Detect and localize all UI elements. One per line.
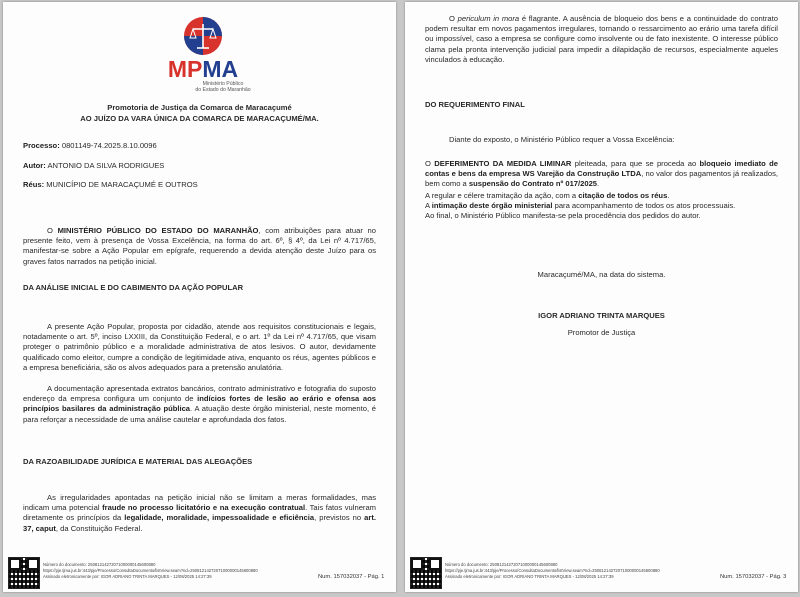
footer-doc-number: Número do documento: 25081214272071000000145600880 (445, 562, 558, 567)
autor-value: ANTONIO DA SILVA RODRIGUES (47, 161, 165, 170)
autor-line (23, 161, 376, 171)
request-lead: Diante do exposto, o Ministério Público requer a Vossa Excelência: (449, 135, 675, 144)
r3-text-c: para acompanhamento de todos os atos processuais. (554, 201, 736, 210)
periculum-paragraph (425, 14, 778, 65)
header-promotoria: Promotoria de Justiça da Comarca de Maracaçumé (107, 103, 292, 112)
logo-text: MPMA (167, 56, 239, 82)
r2-text-a: A regular e célere tramitação da ação, com a (425, 191, 577, 200)
processo-label: Processo: (23, 141, 60, 150)
signer-role: Promotor de Justiça (567, 328, 636, 337)
para3-text-e: , previstos no (314, 513, 362, 523)
footer-link[interactable]: https://pje.tjma.jus.br:443/pje/Processo/ConsultaDocumento/listView.seam?nd=25081214272071000000145600880 (43, 568, 258, 573)
r1-text-e: , no valor dos pagamentos já realizados, bem como a (425, 169, 778, 189)
reus-value: MUNICÍPIO DE MARACAÇUMÉ E OUTROS (46, 180, 198, 189)
paragraph-1: A presente Ação Popular, proposta por cidadão, atende aos requisitos constitucionais e legais, notadamente o art. 5º, inciso LXXIII, da Constituição Federal, e o art. 1º da Lei nº 4.717/65, que visam proteger o patrimônio público e a moralidade administrativa de atos lesivos. O autor, devidamente qualificado como eleitor, cumpre a condição de legitimidade ativa, enquanto os réus, agentes públicos e a empresa beneficiária, são os alvos adequados para a pretensão anulatória. (23, 322, 376, 372)
footer-signed-by: Assinado eletronicamente por: IGOR ADRIANO TRINTA MARQUES - 12/08/2025 14:27:39 (43, 574, 212, 579)
page-number: Num. 157032037 - Pág. 3 (720, 574, 787, 580)
intro-entity: MINISTÉRIO PÚBLICO DO ESTADO DO MARANHÃO (57, 226, 259, 235)
mpma-logo (153, 14, 253, 104)
r2-bold: citação de todos os réus (578, 191, 668, 200)
section-title-1: DA ANÁLISE INICIAL E DO CABIMENTO DA AÇÃO POPULAR (23, 283, 244, 292)
footer-signed-by: Assinado eletronicamente por: IGOR ADRIANO TRINTA MARQUES - 12/08/2025 14:27:39 (445, 574, 614, 579)
r3-text-a: A (425, 201, 430, 210)
para3-bold-f: art. 37, caput (23, 513, 376, 533)
r1-bold-b: DEFERIMENTO DA MEDIDA LIMINAR (434, 159, 572, 168)
signer-name: IGOR ADRIANO TRINTA MARQUES (538, 311, 665, 320)
para3-bold-b: fraude no processo licitatório e na execução contratual (102, 503, 306, 513)
processo-value: 0801149-74.2025.8.10.0096 (61, 141, 157, 150)
footer-signature-block (43, 562, 303, 580)
document-page-1 (3, 2, 396, 592)
request-item-2 (425, 191, 778, 201)
footer-doc-number: Número do documento: 25081214272071000000145600880 (43, 562, 156, 567)
r2-text-c: . (667, 191, 670, 200)
para3-text-a: As irregularidades apontadas na petição inicial não se limitam a meras formalidades, mas indicam uma potencial (23, 493, 376, 513)
r3-bold: intimação deste órgão ministerial (431, 201, 553, 210)
para2-text-a: A documentação apresentada extratos bancários, contrato administrativo e fotografia do suposto endereço da empresa configura um conjunto de (23, 384, 376, 404)
qr-code-icon (411, 558, 441, 588)
reus-label: Réus: (23, 180, 45, 189)
processo-line (23, 141, 376, 151)
section-title-2: DA RAZOABILIDADE JURÍDICA E MATERIAL DAS ALEGAÇÕES (23, 457, 253, 466)
intro-text-a: O (47, 226, 53, 235)
r1-text-g: . (597, 179, 600, 189)
autor-label: Autor: (23, 161, 46, 170)
reus-line (23, 180, 376, 190)
logo-sub2: do Estado do Maranhão (195, 87, 251, 93)
document-page-3 (405, 2, 798, 592)
intro-paragraph (23, 226, 376, 267)
para2-bold: indícios fortes de lesão ao erário e ofensa aos princípios basilares da administração pública (23, 394, 376, 414)
paragraph-2 (23, 384, 376, 425)
para3-text-c: . Tais fatos vulneram diretamente os princípios da (23, 503, 376, 523)
request-item-1 (425, 159, 778, 190)
p1-text-c: é flagrante. A ausência de bloqueio dos bens e a continuidade do contrato podem resultar em novos pagamentos irregulares, tornando o ressarcimento ao erário uma tarefa difícil ou impossível, caso a empresa se configure como insolvente ou de fato inexistente. O interesse público clama pela pronta intervenção judicial para impedir a dilapidação de recursos, especialmente aqueles vinculados à educação. (425, 14, 778, 64)
r1-bold-f: suspensão do Contrato nº 017/2025 (468, 179, 598, 189)
request-item-4: Ao final, o Ministério Público manifesta-se pela procedência dos pedidos do autor. (425, 211, 701, 220)
footer-signature-block (445, 562, 705, 580)
logo-sub1: Ministério Público (202, 81, 244, 87)
place-and-date: Maracaçumé/MA, na data do sistema. (537, 270, 666, 279)
r1-text-c: pleiteada, para que se proceda ao (574, 159, 697, 168)
section-title-final: DO REQUERIMENTO FINAL (425, 100, 525, 109)
p1-text-a: O (449, 14, 455, 23)
r1-bold-d: bloqueio imediato de contas e bens da empresa WS Varejão da Construção LTDA (425, 159, 778, 179)
request-item-3 (425, 201, 778, 211)
para3-bold-d: legalidade, moralidade, impessoalidade e eficiência (124, 513, 315, 523)
intro-text-c: , com atribuições para atuar no presente feito, vem à presença de Vossa Excelência, na forma do art. 6º, § 4º, da Lei nº 4.717/65, manifestar-se sobre a Ação Popular em epígrafe, requerendo a devida atenção deste Juízo para os graves fatos narrados na petição inicial. (23, 226, 376, 266)
header-juizo: AO JUÍZO DA VARA ÚNICA DA COMARCA DE MARACAÇUMÉ/MA. (80, 114, 319, 123)
p1-italic: periculum in mora (457, 14, 520, 23)
r1-text-a: O (425, 159, 431, 168)
footer-link[interactable]: https://pje.tjma.jus.br:443/pje/Processo/ConsultaDocumento/listView.seam?nd=25081214272071000000145600880 (445, 568, 660, 573)
para2-text-c: . A atuação deste órgão ministerial, neste momento, é para reforçar a necessidade de uma análise cautelar e aprofundada dos fatos. (23, 404, 376, 424)
paragraph-3 (23, 493, 376, 534)
page-number: Num. 157032037 - Pág. 1 (318, 574, 385, 580)
para3-text-g: , da Constituição Federal. (55, 523, 143, 533)
qr-code-icon (9, 558, 39, 588)
